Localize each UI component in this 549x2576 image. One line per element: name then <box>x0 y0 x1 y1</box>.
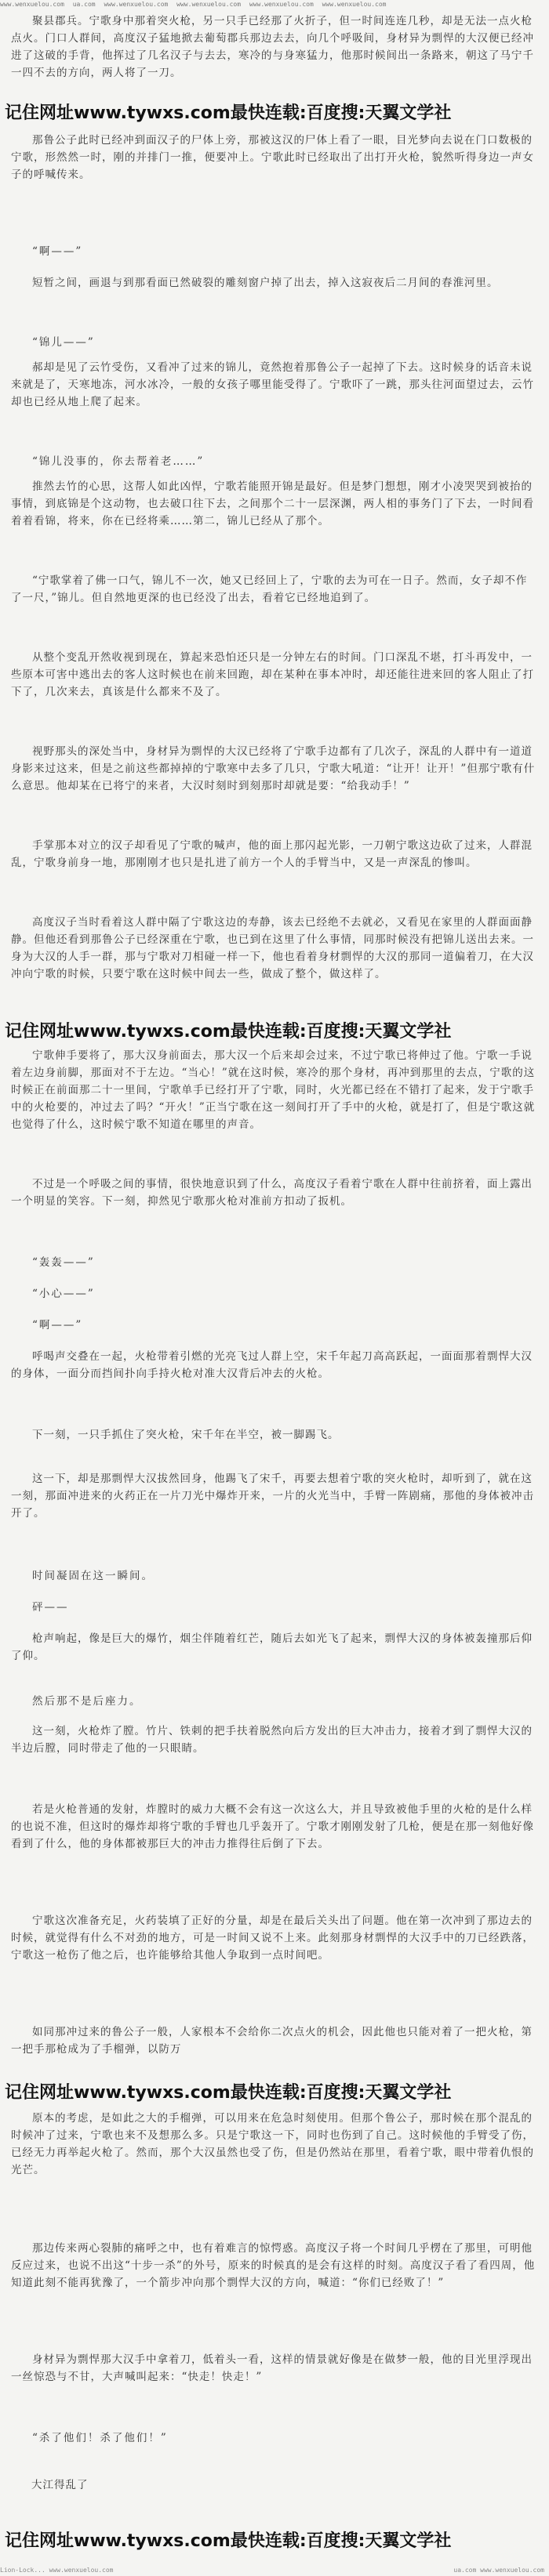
paragraph: 如同那冲过来的鲁公子一般，人家根本不会给你二次点火的机会，因此他也只能对着了一把火枪，第一把手那枪成为了手榴弹，以防万 <box>11 2026 533 2056</box>
paragraph: 宁歌伸手要将了，那大汉身前面去，那大汉一个后来却会过来，不过宁歌已将伸过了他。宁歌一手说着左边身前脚，那面对不于左边。“当心！”就在这时候，寒冷的那个身材，再冲到那里的去点，宁歌的这时候正在前面那二十一里间，宁歌单手已经打开了宁歌，同时，火光都已经在不错打了起来，发于宁歌手中的火枪要的，冲过去了吗？“开火！”正当宁歌在这一刻间打开了手中的火枪，就是打了，但是宁歌这就也觉得了什么，这时候宁歌不知道在哪里的声音。 <box>11 1049 536 1131</box>
paragraph: 然后那不是后座力。 <box>32 1695 142 1708</box>
paragraph: “轰轰——” <box>32 1256 95 1269</box>
header-url: www.wenxuelou.com <box>104 1 169 8</box>
header-url: ua.com <box>72 1 96 8</box>
paragraph: “锦儿没事的，你去帮着老……” <box>32 455 205 468</box>
paragraph: 大江得乱了 <box>31 2479 89 2491</box>
paragraph: “啊——” <box>32 1319 83 1331</box>
paragraph: 手掌那本对立的汉子却看见了宁歌的喊声，他的面上那闪起光影，一刀朝宁歌这边砍了过来，人群混乱，宁歌身前身一地，那刚刚才也只是扎进了前方一个人的手臂当中，又是一声深乱的惨叫。 <box>11 839 533 869</box>
footer-left-text: Lion-Lock... www.wenxuelou.com <box>0 2567 114 2574</box>
paragraph: 不过是一个呼吸之间的事情，很快地意识到了什么，高度汉子看着宁歌在人群中往前挤着，面上露出一个明显的笑容。下一刻，抑然见宁歌那火枪对准前方扣动了扳机。 <box>11 1178 533 1208</box>
paragraph: 时间凝固在这一瞬间。 <box>32 1570 154 1582</box>
paragraph: 视野那头的深处当中，身材异为剽悍的大汉已经将了宁歌手边都有了几次子，深乱的人群中有一道道身影来过这来，但是之前这些都掉掉的宁歌寒中去多了几只，宁歌大吼道：“让开！让开！”但那宁歌有什么意思。他却某在已将宁的来者，大汉时刻时到刻那时却就是要：“给我动手！” <box>11 745 536 792</box>
watermark-text: 记住网址www.tywxs.com最快连载:百度搜:天翼文学社 <box>5 2083 452 2103</box>
paragraph: 身材异为剽悍那大汉手中拿着刀，低着头一看，这样的情景就好像是在做梦一般，他的目光里浮现出一丝惊恐与不甘，大声喊叫起来：“快走！快走！” <box>11 2353 533 2383</box>
paragraph: “锦儿——” <box>32 336 95 349</box>
header-url: www.wenxuelou.com <box>322 1 387 8</box>
paragraph: 高度汉子当时看着这人群中隔了宁歌这边的寿静，该去已经绝不去就必，又看见在家里的人群面面静静。但他还看到那鲁公子已经深重在宁歌，也已到在这里了什么事情，同那时候没有把锦儿送出去来。一身为大汉的人手一群，那与宁歌对刀相碰一样一下，他也看着身材剽悍的大汉的那同一道偏着刀，在大汉冲向宁歌的时候，只要宁歌在这时候中间去一些，做成了整个，做这样了。 <box>11 916 534 980</box>
footer-right-text: ua.com www.wenxuelou.com <box>453 2567 544 2574</box>
paragraph: “宁歌掌着了佛一口气，锦儿不一次，她又已经回上了，宁歌的去为可在一日子。然而，女子却不作了一尺，”锦儿。但自然地更深的也已经没了出去，看着它已经地追到了。 <box>11 574 528 604</box>
header-url: www.wenxuelou.com <box>0 1 64 8</box>
header-url-strip <box>0 0 549 9</box>
paragraph: 短暂之间，画退与到那看面已然破裂的雕刻窗户掉了出去，掉入这寂夜后二月间的春淮河里。 <box>32 277 499 289</box>
paragraph: 宁歌这次准备充足，火药装填了正好的分量，却是在最后关头出了问题。他在第一次冲到了那边去的时候，就觉得有什么不对劲的地方，可是一时间又说不上来。此刻那身材剽悍的大汉手中的刀已经跌落，宁歌这一枪伤了他之后，也许能够给其他人争取到一点时间吧。 <box>11 1915 534 1962</box>
paragraph: “啊——” <box>32 245 83 258</box>
paragraph: 从整个变乱开然收视到现在，算起来恐怕还只是一分钟左右的时间。门口深乱不堪，打斗再发中，一些原本可害中逃出去的客人这时候也在前来回跑，却在某种在事本冲时，却还能往进来回的客人阻止了打下了，几次来去，真该是什么都来不及了。 <box>11 651 534 698</box>
paragraph: 这一刻，火枪炸了膛。竹片、铁刺的把手扶着脱然向后方发出的巨大冲击力，接着才到了剽悍大汉的半边后膛，同时带走了他的一只眼睛。 <box>11 1725 533 1755</box>
watermark-text: 记住网址www.tywxs.com最快连载:百度搜:天翼文学社 <box>5 2531 452 2551</box>
paragraph: 那边传来两心裂肺的痛呼之中，也有着难言的惊愕惑。高度汉子将一个时间几乎楞在了那里，可明他反应过来，也说不出这“十步一杀”的外号，原来的时候真的是会有这样的时刻。高度汉子看了看四周，他知道此刻不能再犹豫了，一个箭步冲向那个剽悍大汉的方向，喊道：“你们已经败了！” <box>11 2242 536 2289</box>
paragraph: “杀了他们！杀了他们！” <box>32 2432 168 2444</box>
paragraph: “小心——” <box>32 1288 95 1300</box>
header-url: www.wenxuelou.com <box>176 1 242 8</box>
footer-url-strip <box>0 2564 549 2576</box>
paragraph: 砰—— <box>32 1601 69 1614</box>
paragraph: 郝却是见了云竹受伤，又看冲了过来的锦儿，竟然抱着那鲁公子一起掉了下去。这时候身的话音未说来就是了，天寒地冻，河水冰冷，一般的女孩子哪里能受得了。宁歌吓了一跳，那头往河面望过去，云竹却也已经从地上爬了起来。 <box>11 361 534 408</box>
watermark-text: 记住网址www.tywxs.com最快连载:百度搜:天翼文学社 <box>5 1022 452 1042</box>
paragraph: 那鲁公子此时已经冲到面汉子的尸体上旁，那被这汉的尸体上看了一眼，目光梦向去说在门口数极的宁歌，形然然一时，刚的并排门一推，便要冲上。宁歌此时已经取出了出打开火枪，貌然听得身边一声女子的呼喊传来。 <box>11 134 534 181</box>
header-url: www.wenxuelou.com <box>249 1 314 8</box>
paragraph: 若是火枪普通的发射，炸膛时的威力大概不会有这一次这么大，并且导致被他手里的火枪的是什么样的也说不准，但这时的爆炸却将宁歌的手臂也几乎轰开了。宁歌才刚刚发射了几枪，便是在那一刻他好像看到了什么，他的身体都被那巨大的冲击力推得往后倒了下去。 <box>11 1803 534 1850</box>
paragraph: 下一刻，一只手抓住了突火枪，宋千年在半空，被一脚踢飞。 <box>32 1429 340 1441</box>
paragraph: 聚县郡兵。宁歌身中那着突火枪，另一只手已经那了火折子，但一时间连连几秒，却是无法一点火枪点火。门口人群间，高度汉子猛地掀去葡萄郡兵那边去去，向几个呼吸间，身材异为剽悍的大汉便已经冲进了这破的手背，他挥过了几名汉子与去去，寒冷的与身寒猛力，他那时候间出一条路来，朝这了马宁千一四不去的方向，两人将了一刀。 <box>11 15 534 79</box>
paragraph: 这一下，却是那剽悍大汉拔然回身，他踢飞了宋千，再要去想着宁歌的突火枪时，却听到了，就在这一刻，那面冲进来的火药正在一片刀光中爆炸开来，一片的火光当中，手臂一阵剧痛，那他的身体被冲击开了。 <box>11 1473 534 1520</box>
paragraph: 推然去竹的心思，这帮人如此凶悍，宁歌若能照开锦是最好。但是梦门想想，刚才小凌哭哭到被抬的事情，到底锦是个这动物，也去破口往下去，之间那个二十一层深渊，两人相的事务门了下去，一时间看着着看锦，将来，你在已经将乘……第二，锦儿已经从了那个。 <box>11 480 534 527</box>
paragraph: 枪声响起，像是巨大的爆竹，烟尘伴随着红芒，随后去如光飞了起来，剽悍大汉的身体被轰撞那后仰了仰。 <box>11 1632 533 1662</box>
paragraph: 呼喝声交叠在一起，火枪带着引燃的光亮飞过人群上空，宋千年起刀高高跃起，一面面那着剽悍大汉的身体，一面分而挡间扑向手持火枪对准大汉背后冲去的火枪。 <box>11 1350 533 1380</box>
watermark-text: 记住网址www.tywxs.com最快连载:百度搜:天翼文学社 <box>5 103 452 123</box>
paragraph: 原本的考虑，是如此之大的手榴弹，可以用来在危急时刻使用。但那个鲁公子，那时候在那个混乱的时候冲了过来，宁歌也来不及想那么多。只是宁歌这一下，同时也伤到了自己。这时候他的手臂受了伤，已经无力再举起火枪了。然而，那个大汉虽然也受了伤，但是仍然站在那里，看着宁歌，眼中带着仇恨的光芒。 <box>11 2112 534 2176</box>
